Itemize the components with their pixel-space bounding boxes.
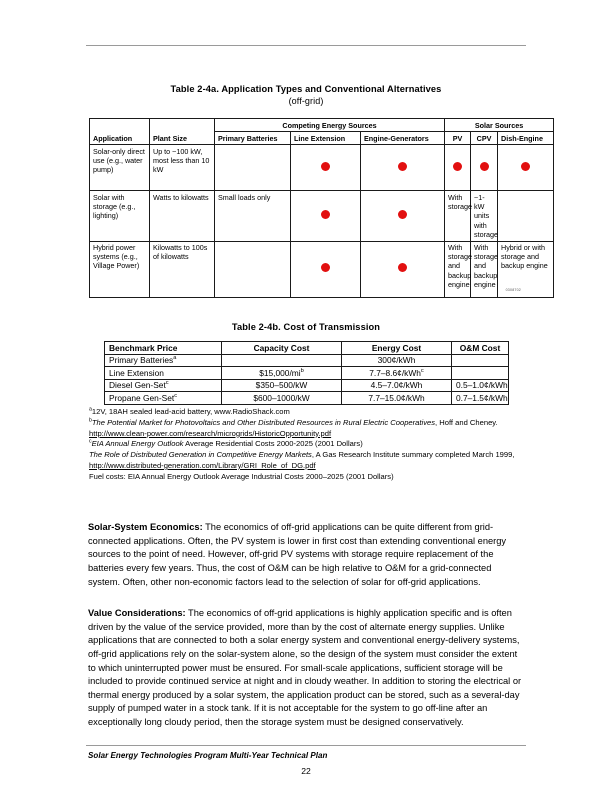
- cell-primary-batteries: [215, 241, 291, 297]
- cell-om-cost: 0.7–1.5¢/kWh: [452, 392, 509, 405]
- benchmark-label: Line Extension: [109, 367, 164, 378]
- cell-line-extension: [291, 145, 361, 191]
- cell-energy-cost: 300¢/kWh: [342, 354, 452, 367]
- footnote-b-authors: , Hoff and Cheney.: [435, 417, 498, 427]
- footnote-d: [89, 450, 525, 472]
- energy-value: 7.7–8.6¢/kWh: [369, 367, 421, 378]
- table-4a-figure-id: 0308702: [505, 288, 521, 292]
- footnote-e: Fuel costs: EIA Annual Energy Outlook Average Industrial Costs 2000–2025 (2001 Dollars): [89, 471, 394, 481]
- table-4a-header-row: [90, 132, 554, 145]
- cell-line-extension: [291, 241, 361, 297]
- cell-capacity-cost: $350–500/kW: [222, 379, 342, 392]
- footnote-marker: b: [300, 367, 304, 374]
- footnote-c: [89, 439, 525, 450]
- table-row: [90, 241, 554, 297]
- cell-om-cost: [452, 354, 509, 367]
- benchmark-label: Primary Batteries: [109, 355, 174, 365]
- cell-benchmark-price: [105, 367, 222, 380]
- cell-capacity-cost: [222, 367, 342, 380]
- table-4a-col-line-extension: Line Extension: [291, 132, 361, 145]
- table-4a-col-dish-engine: Dish-Engine: [498, 132, 554, 145]
- table-4b-header-row: [105, 342, 509, 355]
- cell-plant-size: Up to ~100 kW, most less than 10 kW: [150, 145, 215, 191]
- cell-pv: With storage: [445, 191, 471, 241]
- cell-cpv: ~1-kW units with storage: [471, 191, 498, 241]
- cell-dish-engine: Hybrid or with storage and backup engine: [498, 241, 554, 297]
- footnote-c-title: EIA Annual Energy Outlook: [91, 439, 184, 449]
- cell-om-cost: 0.5–1.0¢/kWh: [452, 379, 509, 392]
- footnote-c-text: Average Residential Costs 2000-2025 (2001 Dollars): [183, 439, 363, 449]
- footnotes-block: [89, 407, 525, 482]
- cell-plant-size: Watts to kilowatts: [150, 191, 215, 241]
- table-row: [90, 191, 554, 241]
- table-row: [105, 367, 509, 380]
- cell-dish-engine: [498, 145, 554, 191]
- table-row: [90, 145, 554, 191]
- filled-dot-icon: [521, 162, 530, 171]
- cell-application: Solar-only direct use (e.g., water pump): [90, 145, 150, 191]
- paragraph-solar-system-economics: [88, 521, 525, 589]
- cell-capacity-cost: $600–1000/kW: [222, 392, 342, 405]
- cell-benchmark-price: [105, 379, 222, 392]
- filled-dot-icon: [321, 210, 330, 219]
- table-row: [105, 392, 509, 405]
- table-4a-col-engine-generators: Engine-Generators: [361, 132, 445, 145]
- benchmark-label: Propane Gen-Set: [109, 392, 175, 403]
- table-4b: [104, 341, 509, 405]
- footnote-marker: c: [174, 392, 178, 399]
- cell-line-extension: [291, 191, 361, 241]
- filled-dot-icon: [398, 210, 407, 219]
- cell-engine-generators: [361, 241, 445, 297]
- footnote-d-text: , A Gas Research Institute summary completed March 1999,: [311, 450, 515, 460]
- cell-energy-cost: 7.7–15.0¢/kWh: [342, 392, 452, 405]
- cell-application: Solar with storage (e.g., lighting): [90, 191, 150, 241]
- cell-primary-batteries: [215, 145, 291, 191]
- table-4a-subcaption: (off-grid): [288, 96, 324, 106]
- cell-cpv: [471, 145, 498, 191]
- footer-rule: [86, 745, 526, 746]
- header-rule: [86, 45, 526, 46]
- table-row: [105, 379, 509, 392]
- footnote-a-text: 12V, 18AH sealed lead-acid battery, www.RadioShack.com: [91, 407, 290, 416]
- capacity-value: $15,000/mi: [259, 367, 301, 378]
- table-4a-corner-blank-2: [150, 119, 215, 132]
- table-4a-col-cpv: CPV: [471, 132, 498, 145]
- cell-engine-generators: [361, 145, 445, 191]
- footnote-marker-b: b: [89, 417, 92, 424]
- footer-title: Solar Energy Technologies Program Multi-Year Technical Plan: [88, 751, 328, 760]
- paragraph-1-body: The economics of off-grid applications can be quite different from grid-connected applications. Often, the PV system is lower in first cost than extending conventional energy sources to the point of need. However, off-grid PV systems with storage require replacement of the batteries every few years. Thus, the cost of O&M can be high relative to O&M for a grid-connected system. Often, other non-economic factors lead to the selection of solar for off-grid applications.: [88, 522, 507, 587]
- filled-dot-icon: [398, 263, 407, 272]
- cell-primary-batteries: Small loads only: [215, 191, 291, 241]
- cell-energy-cost: 4.5–7.0¢/kWh: [342, 379, 452, 392]
- footnote-a: [89, 407, 525, 418]
- table-4a-col-application: Application: [90, 132, 150, 145]
- page-number: 22: [301, 766, 311, 776]
- table-4a-group-header-row: [90, 119, 554, 132]
- filled-dot-icon: [480, 162, 489, 171]
- filled-dot-icon: [321, 263, 330, 272]
- cell-benchmark-price: [105, 354, 222, 367]
- table-4b-col-capacity-cost: Capacity Cost: [222, 342, 342, 355]
- table-4b-col-benchmark-price: Benchmark Price: [105, 342, 222, 355]
- footnote-marker: a: [173, 355, 177, 362]
- footnote-b: [89, 418, 525, 440]
- paragraph-2-lead: Value Considerations:: [88, 608, 186, 619]
- table-4a-corner-blank-1: [90, 119, 150, 132]
- table-4a-group-solar: Solar Sources: [445, 119, 554, 132]
- table-4b-col-om-cost: O&M Cost: [452, 342, 509, 355]
- cell-capacity-cost: [222, 354, 342, 367]
- paragraph-2-body: The economics of off-grid applications is highly application specific and is often driven by the value of the service provided, more than by the cost of alternate energy supplies. Unlike applications that are connected to both a solar energy system and conventional energy-delivery systems, off-grid applications rely on the solar-system alone, so the design of the system must consider the extent to which uninterrupted power must be ensured. For small-scale applications, sufficient storage will be included to provide continued service at night and in cloudy weather. In addition to storing the electrical or thermal energy produced by a solar system, the application product can be stored, such as a several-day supply of pumped water in a stock tank. If it is not acceptable for the system to go off-line after an exceptionally long cloudy period, then the storage system must be designed conservatively.: [88, 608, 522, 727]
- cell-pv: With storage and backup engine: [445, 241, 471, 297]
- paragraph-1-lead: Solar-System Economics:: [88, 522, 203, 533]
- filled-dot-icon: [321, 162, 330, 171]
- cell-engine-generators: [361, 191, 445, 241]
- footnote-b-title: The Potential Market for Photovoltaics and Other Distributed Resources in Rural Electric Cooperatives: [91, 417, 436, 427]
- cell-om-cost: [452, 367, 509, 380]
- table-4a-col-plant-size: Plant Size: [150, 132, 215, 145]
- footnote-marker: c: [165, 380, 169, 387]
- paragraph-value-considerations: [88, 607, 525, 729]
- filled-dot-icon: [453, 162, 462, 171]
- table-4a-col-pv: PV: [445, 132, 471, 145]
- table-4a-col-primary-batteries: Primary Batteries: [215, 132, 291, 145]
- footnote-marker: c: [420, 367, 424, 374]
- cell-pv: [445, 145, 471, 191]
- footnote-marker-a: a: [89, 406, 92, 413]
- cell-application: Hybrid power systems (e.g., Village Power): [90, 241, 150, 297]
- table-row: [105, 354, 509, 367]
- benchmark-label: Diesel Gen-Set: [109, 380, 166, 390]
- table-4b-col-energy-cost: Energy Cost: [342, 342, 452, 355]
- cell-benchmark-price: [105, 392, 222, 405]
- cell-plant-size: Kilowatts to 100s of kilowatts: [150, 241, 215, 297]
- cell-energy-cost: [342, 367, 452, 380]
- cell-dish-engine: [498, 191, 554, 241]
- table-4b-caption: Table 2-4b. Cost of Transmission: [231, 322, 381, 332]
- table-4a-caption: Table 2-4a. Application Types and Conventional Alternatives: [170, 84, 442, 94]
- footnote-d-url[interactable]: http://www.distributed-generation.com/Library/GRI_Role_of_DG.pdf: [89, 460, 316, 470]
- table-4a-group-competing: Competing Energy Sources: [215, 119, 445, 132]
- table-4a: [89, 118, 554, 298]
- filled-dot-icon: [398, 162, 407, 171]
- footnote-b-url[interactable]: http://www.clean-power.com/research/microgrids/HistoricOpportunity.pdf: [89, 428, 332, 438]
- footnote-d-title: The Role of Distributed Generation in Competitive Energy Markets: [89, 450, 312, 460]
- footnote-marker-c: c: [89, 438, 92, 445]
- cell-cpv: With storage and backup engine: [471, 241, 498, 297]
